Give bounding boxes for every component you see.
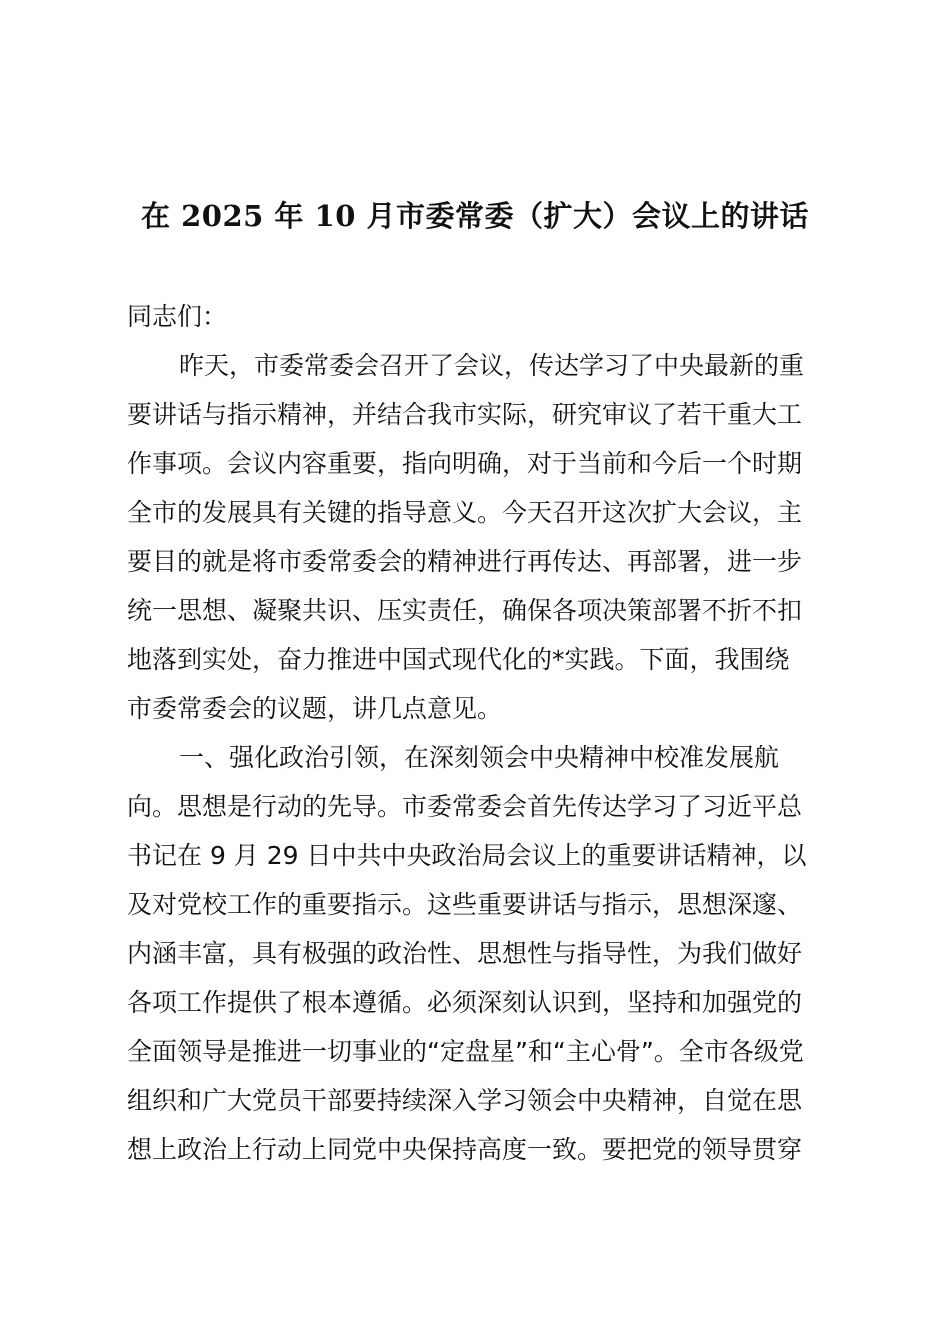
paragraph-line: 组织和广大党员干部要持续深入学习领会中央精神，自觉在思 xyxy=(127,1086,803,1115)
paragraph-line: 统一思想、凝聚共识、压实责任，确保各项决策部署不折不扣 xyxy=(127,596,803,625)
paragraph-line: 想上政治上行动上同党中央保持高度一致。要把党的领导贯穿 xyxy=(127,1135,803,1164)
section-heading-line: 一、强化政治引领，在深刻领会中央精神中校准发展航 xyxy=(179,743,780,772)
paragraph-line: 市委常委会的议题，讲几点意见。 xyxy=(127,694,503,723)
paragraph-line: 要讲话与指示精神，并结合我市实际，研究审议了若干重大工 xyxy=(127,400,803,429)
document-body xyxy=(127,292,827,1174)
paragraph-line: 各项工作提供了根本遵循。必须深刻认识到，坚持和加强党的 xyxy=(127,988,803,1017)
paragraph-line: 向。思想是行动的先导。市委常委会首先传达学习了习近平总 xyxy=(127,792,803,821)
paragraph-line: 全市的发展具有关键的指导意义。今天召开这次扩大会议，主 xyxy=(127,498,803,527)
paragraph-line: 内涵丰富，具有极强的政治性、思想性与指导性，为我们做好 xyxy=(127,939,803,968)
salutation: 同志们： xyxy=(127,302,228,331)
paragraph-line: 昨天，市委常委会召开了会议，传达学习了中央最新的重 xyxy=(179,351,805,380)
paragraph-line: 全面领导是推进一切事业的“定盘星”和“主心骨”。全市各级党 xyxy=(127,1037,804,1066)
paragraph-line: 要目的就是将市委常委会的精神进行再传达、再部署，进一步 xyxy=(127,547,803,576)
paragraph-line: 书记在 9 月 29 日中共中央政治局会议上的重要讲话精神，以 xyxy=(127,841,807,870)
paragraph-line: 地落到实处，奋力推进中国式现代化的*实践。下面，我围绕 xyxy=(127,645,790,674)
paragraph-line: 作事项。会议内容重要，指向明确，对于当前和今后一个时期 xyxy=(127,449,803,478)
document-title: 在 2025 年 10 月市委常委（扩大）会议上的讲话 xyxy=(141,199,809,233)
paragraph-line: 及对党校工作的重要指示。这些重要讲话与指示，思想深邃、 xyxy=(127,890,803,919)
